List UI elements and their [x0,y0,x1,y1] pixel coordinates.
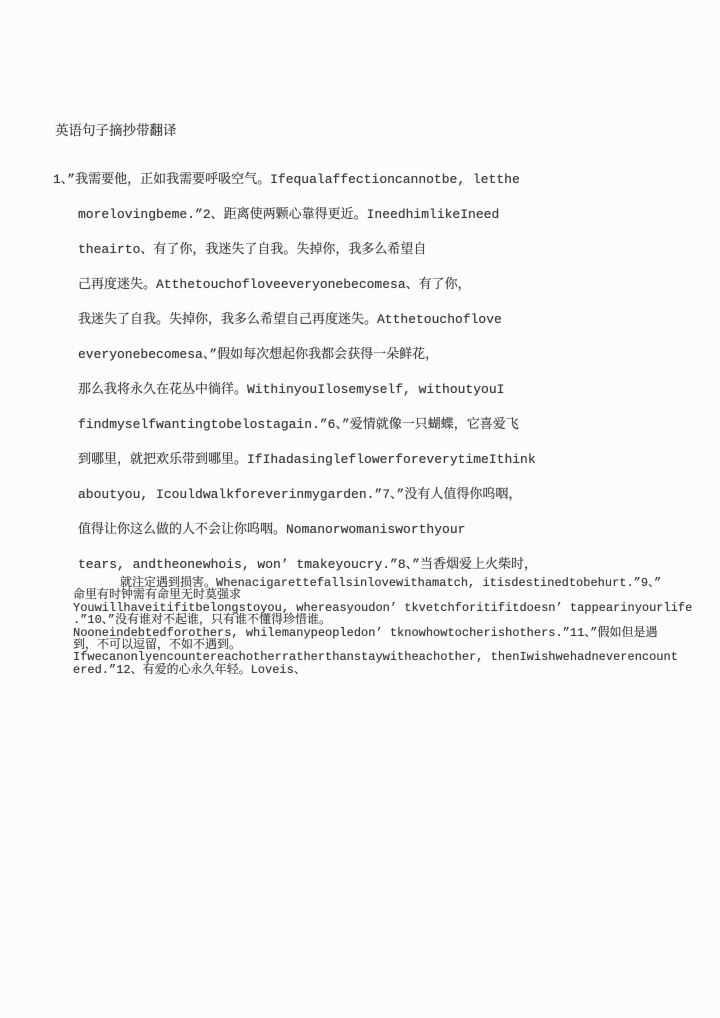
text-line: findmyselfwantingtobelostagain.”6、”爱情就像一只蝴蝶，它喜爱飞 [78,417,519,432]
dense-paragraph [73,577,705,676]
text-line: tears, andtheonewhois, won’ tmakeyoucry.”8、”当香烟爱上火柴时， [78,557,537,572]
text-line: 值得让你这么做的人不会让你呜咽。Nomanorwomanisworthyour [78,522,466,537]
text-line: 命里有时钟需有命里无时莫强求 [73,588,242,603]
text-line: Ifwecanonlyencountereachotherratherthanstaywitheachother, thenIwishwehadneverencount [73,650,678,665]
text-line: 到哪里，就把欢乐带到哪里。IfIhadasingleflowerforeverytimeIthink [78,452,536,467]
text-line: everyonebecomesa、”假如每次想起你我都会获得一朵鲜花， [78,347,439,362]
text-line: 就注定遇到损害。Whenacigarettefallsinlovewithamatch, itisdestinedtobehurt.”9、” [120,576,662,590]
text-line: Nooneindebtedforothers, whilemanypeopledon’ tknowhowtocherishothers.”11、”假如但是遇 [73,625,658,640]
text-line: 那么我将永久在花丛中徜徉。WithinyouIlosemyself, withoutyouI [78,382,505,397]
text-line: .”10、”没有谁对不起谁，只有谁不懂得珍惜谁。 [73,613,332,628]
text-line: 己再度迷失。Atthetouchofloveeveryonebecomesa、有了你， [78,277,471,292]
text-line: aboutyou, Icouldwalkforeverinmygarden.”7、”没有人值得你呜咽， [78,487,522,502]
text-line: 1、”我需要他，正如我需要呼吸空气。Ifequalaffectioncannotbe, letthe [53,172,520,187]
text-line: theairto、有了你，我迷失了自我。失掉你，我多么希望自 [78,242,427,257]
text-line: ered.”12、有爱的心永久年轻。Loveis、 [73,662,306,677]
main-paragraph [53,162,693,582]
document-title: 英语句子摘抄带翻译 [55,125,177,140]
text-line: Youwillhaveitifitbelongstoyou, whereasyoudon’ tkvetchforitifitdoesn’ tappearinyourlife [73,600,693,615]
text-line: 到，不可以逗留，不如不遇到。 [73,637,242,652]
text-line: morelovingbeme.”2、距离使两颗心靠得更近。IneedhimlikeIneed [78,207,500,222]
text-line: 我迷失了自我。失掉你，我多么希望自己再度迷失。Atthetouchoflove [78,312,502,327]
